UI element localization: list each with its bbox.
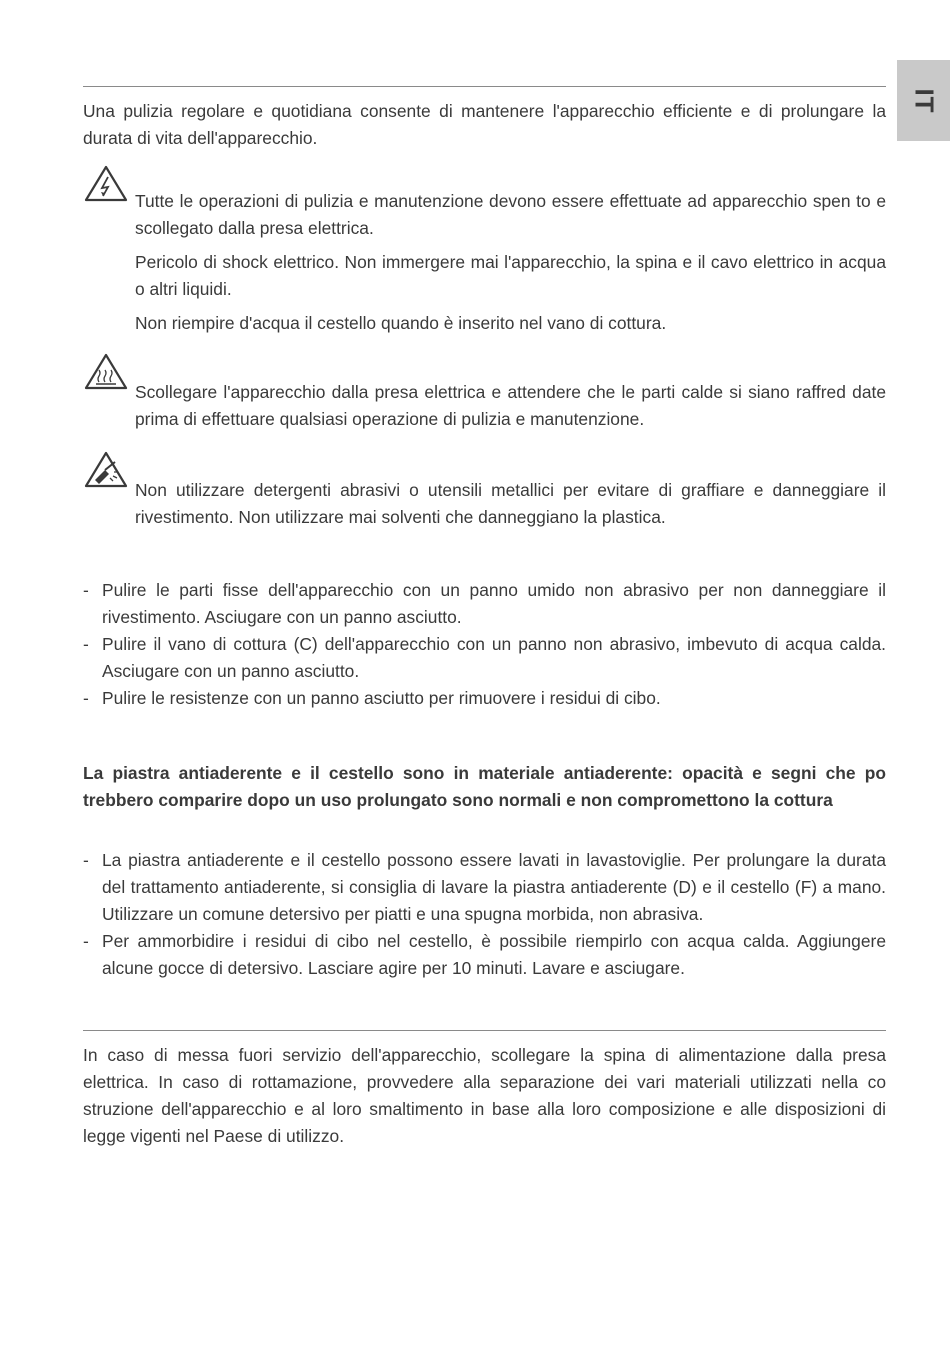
warning-hot-text: Scollegare l'apparecchio dalla presa elettrica e attendere che le parti calde si siano raffred date prima di effettuare qualsiasi operazione di pulizia e manutenzione. [135,382,886,429]
section-divider-bottom [83,1030,886,1031]
intro-paragraph: Una pulizia regolare e quotidiana consente di mantenere l'apparecchio efficiente e di prolungare la durata di vita dell'apparecchio. [83,101,886,148]
nonstick-note: La piastra antiaderente e il cestello sono in materiale antiaderente: opacità e segni che po trebbero comparire dopo un uso prolungato sono normali e non compromettono la cottura [83,763,886,810]
warning-electric-text-1: Tutte le operazioni di pulizia e manutenzione devono essere effettuate ad apparecchio spen to e scollegato dalla presa elettrica. [135,191,886,238]
list-item: - Per ammorbidire i residui di cibo nel cestello, è possibile riempirlo con acqua calda. Aggiungere alcune gocce di detersivo. Lasciare agire per 10 minuti. Lavare e asciugare. [83,928,886,982]
no-abrasive-warning-icon [83,450,129,490]
section-divider-top [83,86,886,87]
washing-list [83,847,886,982]
list-item: - Pulire il vano di cottura (C) dell'apparecchio con un panno non abrasivo, imbevuto di acqua calda. Asciugare con un panno asciutto. [83,631,886,685]
warning-abrasive-text: Non utilizzare detergenti abrasivi o utensili metallici per evitare di graffiare e danneggiare il rivestimento. Non utilizzare mai solventi che danneggiano la plastica. [135,480,886,527]
disposal-paragraph: In caso di messa fuori servizio dell'apparecchio, scollegare la spina di alimentazione dalla presa elettrica. In caso di rottamazione, provvedere alla separazione dei vari materiali utilizzati nella co struzione dell'apparecchio e al loro smaltimento in base alla loro composizione e alle disposizioni di legge vigenti nel Paese di utilizzo. [83,1045,886,1146]
language-tab [897,60,950,141]
hot-surface-warning-icon [83,352,129,392]
electric-shock-warning-icon [83,164,129,204]
warning-electric-text-2: Pericolo di shock elettrico. Non immergere mai l'apparecchio, la spina e il cavo elettrico in acqua o altri liquidi. [135,252,886,299]
warning-electric-text-3: Non riempire d'acqua il cestello quando è inserito nel vano di cottura. [135,313,667,333]
language-tab-label: IT [909,87,939,114]
list-item: - Pulire le parti fisse dell'apparecchio con un panno umido non abrasivo per non danneggiare il rivestimento. Asciugare con un panno asciutto. [83,577,886,631]
list-item: - La piastra antiaderente e il cestello possono essere lavati in lavastoviglie. Per prolungare la durata del trattamento antiaderente, si consiglia di lavare la piastra antiaderente (D) e il cestello (F) a mano. Utilizzare un comune detersivo per piatti e una spugna morbida, non abrasiva. [83,847,886,928]
cleaning-list [83,577,886,712]
list-item: - Pulire le resistenze con un panno asciutto per rimuovere i residui di cibo. [83,685,886,712]
